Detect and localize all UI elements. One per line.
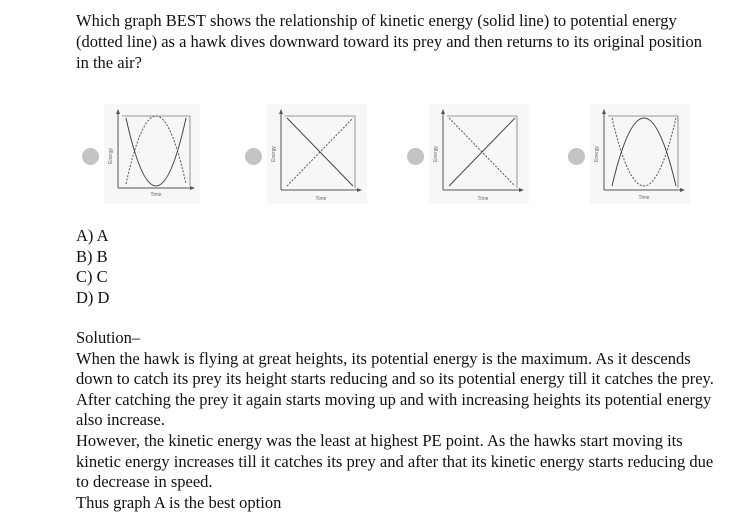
question-text: Which graph BEST shows the relationship of kinetic energy (solid line) to potential energy (dotted line) as a hawk dives downward toward its prey and then returns to its original position in the air? xyxy=(76,11,702,72)
answer-b[interactable]: B) B xyxy=(76,246,108,266)
answer-d[interactable]: D) D xyxy=(76,287,110,307)
solution-conclusion: Thus graph A is the best option xyxy=(76,492,282,512)
radio-b[interactable] xyxy=(245,148,262,165)
graph-c-y-label: Energy xyxy=(433,146,439,162)
answer-c[interactable]: C) C xyxy=(76,267,108,286)
graph-a-y-label: Energy xyxy=(108,148,114,164)
solution-heading: Solution– xyxy=(76,328,141,347)
answer-a[interactable]: A) A xyxy=(76,226,109,245)
solution-block xyxy=(76,328,726,513)
graph-b-x-label: Time xyxy=(315,196,327,202)
graph-a xyxy=(104,104,200,204)
graph-b xyxy=(267,104,367,204)
graph-d-y-label: Energy xyxy=(594,146,600,162)
radio-d[interactable] xyxy=(568,148,585,165)
radio-c[interactable] xyxy=(407,148,424,165)
graph-d xyxy=(590,104,690,204)
radio-a[interactable] xyxy=(82,148,99,165)
graph-d-x-label: Time xyxy=(638,195,650,201)
graph-c xyxy=(429,104,529,204)
graph-c-x-label: Time xyxy=(477,196,489,202)
answer-list xyxy=(76,226,109,308)
solution-paragraph-1: When the hawk is flying at great heights, its potential energy is the maximum. As it descends down to catch its prey its height starts reducing and so its potential energy till it catches the prey. After catching the prey it again starts moving up and with increasing heights its potential energy also increase. xyxy=(76,348,714,430)
graph-a-x-label: Time xyxy=(150,192,162,198)
graph-b-y-label: Energy xyxy=(271,146,277,162)
graph-options xyxy=(80,104,720,214)
solution-paragraph-2: However, the kinetic energy was the least at highest PE point. As the hawks start moving its kinetic energy increases till it catches its prey and after that its kinetic energy starts reducing due to decrease in speed. xyxy=(76,430,714,492)
